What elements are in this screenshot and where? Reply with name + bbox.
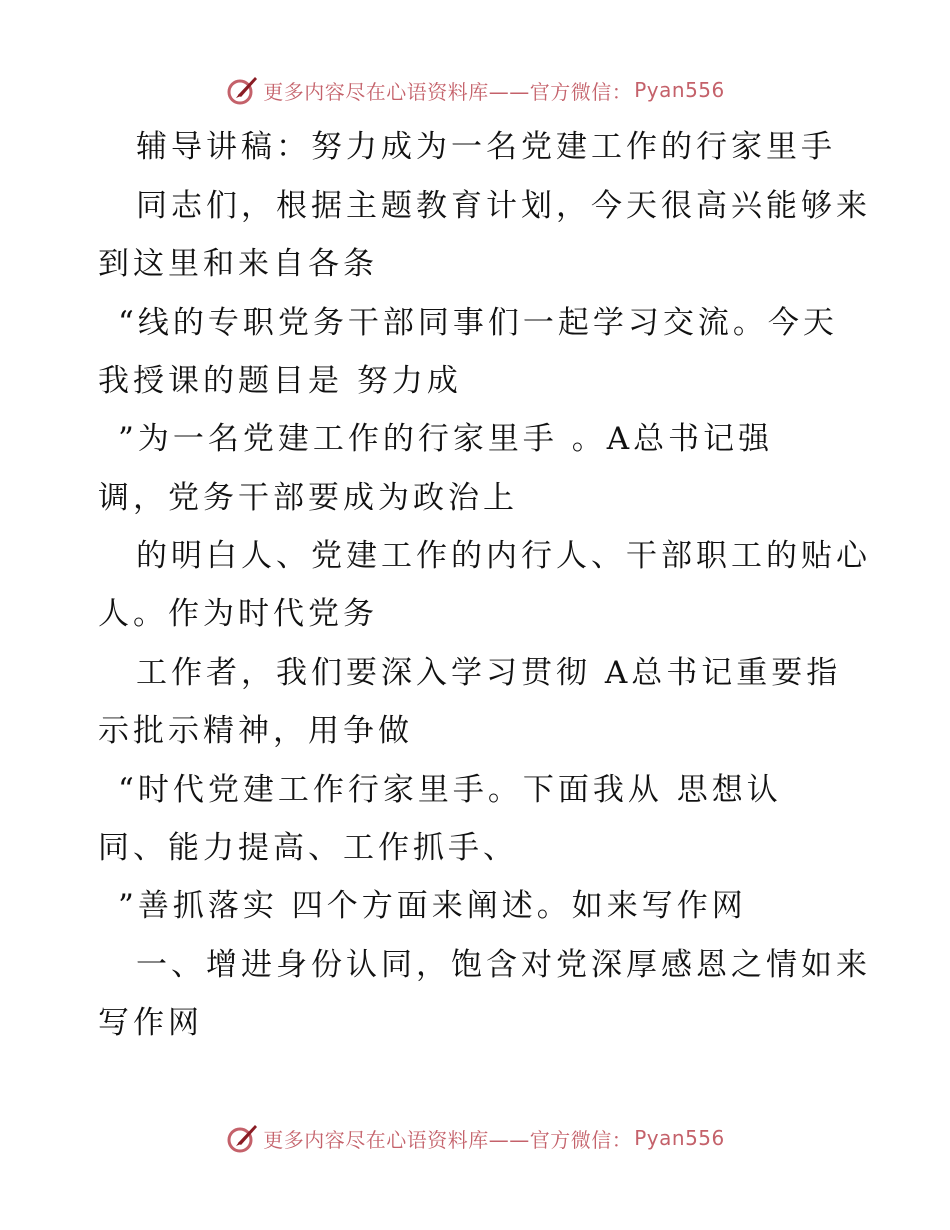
quill-logo-icon [225, 1121, 259, 1155]
paragraph-line: 工作者，我们要深入学习贯彻 A总书记重要指 [136, 655, 842, 691]
paragraph-line: 写作网 [98, 1005, 203, 1041]
paragraph-line: 同、能力提高、工作抓手、 [98, 830, 518, 866]
watermark-text: 更多内容尽在心语资料库——官方微信： [263, 1127, 633, 1152]
paragraph-line: 的明白人、党建工作的内行人、干部职工的贴心 [136, 538, 871, 574]
section-heading: 一、增进身份认同，饱含对党深厚感恩之情如来 [136, 947, 871, 983]
paragraph-line: 示批示精神，用争做 [98, 713, 413, 749]
quill-logo-icon [225, 73, 259, 107]
document-title: 辅导讲稿：努力成为一名党建工作的行家里手 [136, 129, 836, 165]
paragraph-line: 同志们，根据主题教育计划，今天很高兴能够来 [136, 188, 871, 224]
paragraph-line: 到这里和来自各条 [98, 246, 378, 282]
paragraph-line: 人。作为时代党务 [98, 596, 378, 632]
wechat-id: Pyan556 [634, 78, 725, 102]
paragraph-line: ”为一名党建工作的行家里手 。A总书记强 [118, 421, 774, 457]
paragraph-line: 我授课的题目是 努力成 [98, 363, 462, 399]
watermark-text: 更多内容尽在心语资料库——官方微信： [263, 79, 633, 104]
paragraph-line: ”善抓落实 四个方面来阐述。如来写作网 [118, 888, 747, 924]
paragraph-line: “时代党建工作行家里手。下面我从 思想认 [118, 772, 782, 808]
header-watermark [0, 70, 950, 110]
footer-watermark [0, 1118, 950, 1158]
paragraph-line: “线的专职党务干部同事们一起学习交流。今天 [118, 305, 838, 341]
wechat-id: Pyan556 [634, 1126, 725, 1150]
paragraph-line: 调，党务干部要成为政治上 [98, 480, 518, 516]
